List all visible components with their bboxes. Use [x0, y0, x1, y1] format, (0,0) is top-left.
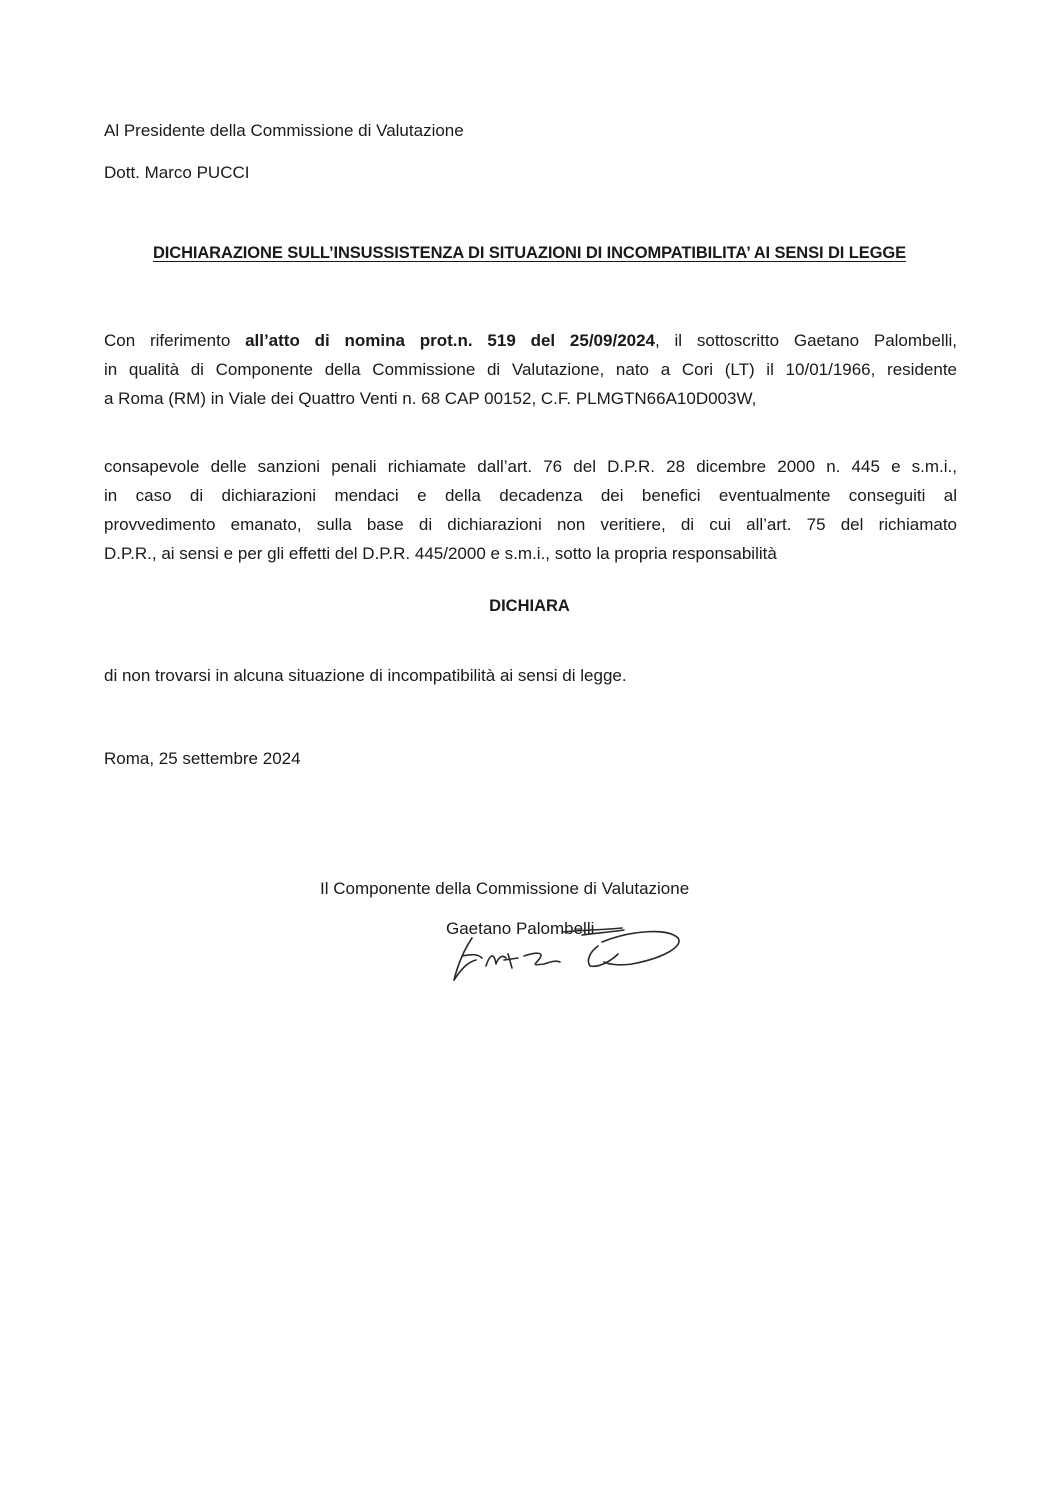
handwritten-signature [432, 908, 692, 988]
document-title: DICHIARAZIONE SULL’INSUSSISTENZA DI SITUAZIONI DI INCOMPATIBILITA’ AI SENSI DI LEGGE [152, 244, 907, 262]
paragraph-awareness-line-4: D.P.R., ai sensi e per gli effetti del D.P.R. 445/2000 e s.m.i., sotto la propria responsabilità [104, 544, 777, 563]
signature-name: Gaetano Palombelli [446, 919, 595, 938]
date-line: Roma, 25 settembre 2024 [104, 749, 301, 768]
paragraph-awareness-line-1: consapevole delle sanzioni penali richiamate dall’art. 76 del D.P.R. 28 dicembre 2000 n. 445 e s.m.i., [104, 457, 957, 476]
signature-role: Il Componente della Commissione di Valutazione [320, 879, 690, 898]
declaration-statement: di non trovarsi in alcuna situazione di incompatibilità ai sensi di legge. [104, 666, 627, 685]
paragraph-awareness-line-3: provvedimento emanato, sulla base di dichiarazioni non veritiere, di cui all’art. 75 del richiamato [104, 515, 957, 534]
paragraph-nomination [104, 326, 957, 413]
paragraph-nomination-line-2: in qualità di Componente della Commissione di Valutazione, nato a Cori (LT) il 10/01/1966, residente [104, 360, 957, 379]
recipient-line-1: Al Presidente della Commissione di Valutazione [104, 121, 464, 140]
paragraph-nomination-suffix: , il sottoscritto Gaetano Palombelli, [655, 331, 957, 350]
paragraph-awareness-line-2: in caso di dichiarazioni mendaci e della decadenza dei benefici eventualmente conseguiti al [104, 486, 957, 505]
declare-heading: DICHIARA [489, 597, 570, 615]
paragraph-nomination-bold: all’atto di nomina prot.n. 519 del 25/09/2024 [245, 331, 656, 350]
recipient-line-2: Dott. Marco PUCCI [104, 163, 250, 182]
paragraph-nomination-prefix: Con riferimento [104, 331, 246, 350]
paragraph-nomination-line-1 [104, 326, 957, 355]
paragraph-awareness [104, 452, 957, 568]
paragraph-nomination-line-3: a Roma (RM) in Viale dei Quattro Venti n. 68 CAP 00152, C.F. PLMGTN66A10D003W, [104, 389, 757, 408]
